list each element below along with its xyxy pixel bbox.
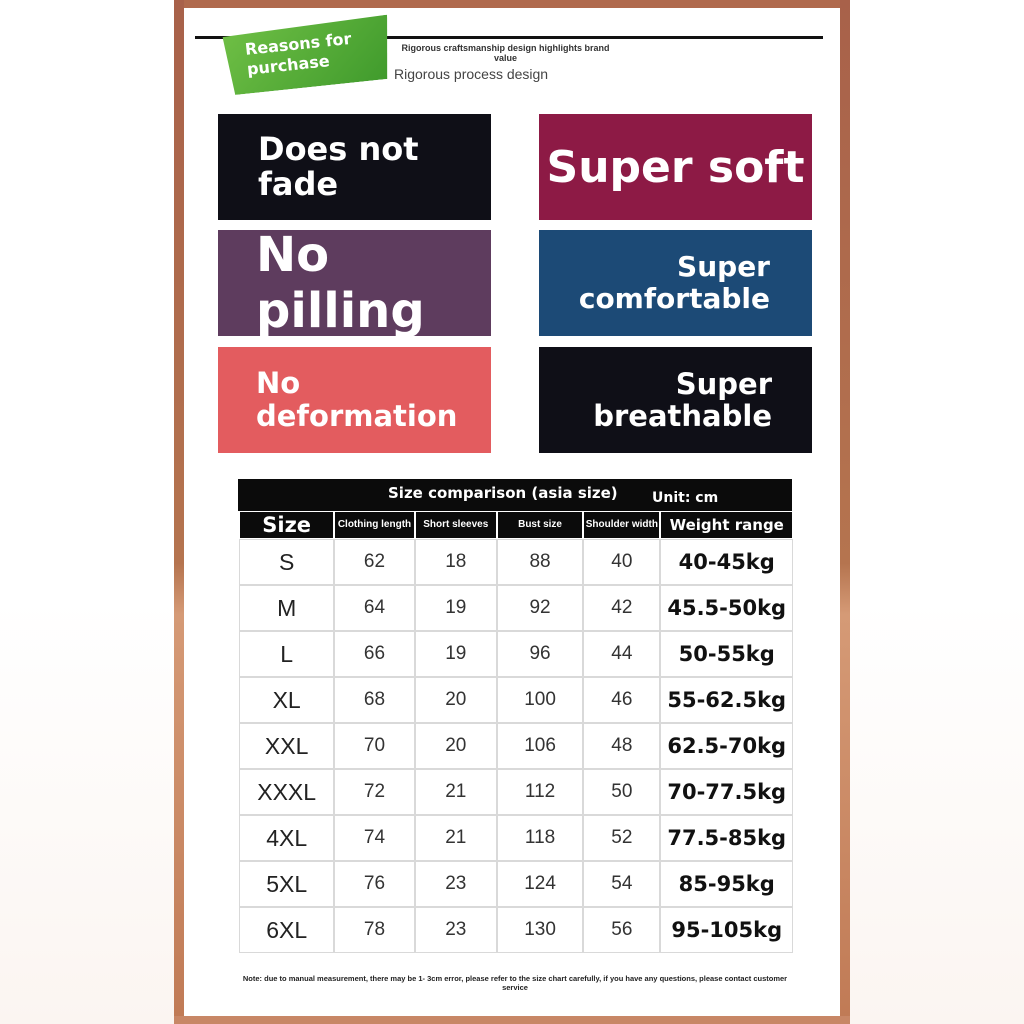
- cell-shoulder-width: 46: [584, 678, 659, 722]
- cell-size: XL: [240, 678, 333, 722]
- brand-tagline: Rigorous craftsmanship design highlights brand value: [401, 43, 610, 63]
- column-header-short-sleeves: Short sleeves: [416, 512, 496, 538]
- cell-bust-size: 124: [498, 862, 582, 906]
- cell-short-sleeves: 21: [416, 770, 496, 814]
- cell-bust-size: 118: [498, 816, 582, 860]
- cell-weight-range: 45.5-50kg: [661, 586, 792, 630]
- cell-size: 4XL: [240, 816, 333, 860]
- cell-bust-size: 130: [498, 908, 582, 952]
- cell-weight-range: 62.5-70kg: [661, 724, 792, 768]
- cell-bust-size: 96: [498, 632, 582, 676]
- side-shade-left: [0, 600, 174, 1024]
- cell-short-sleeves: 19: [416, 586, 496, 630]
- cell-weight-range: 77.5-85kg: [661, 816, 792, 860]
- size-chart-body: [240, 540, 792, 952]
- feature-tile-no-fade: [218, 114, 491, 220]
- feature-tile-no-pilling: [218, 227, 491, 339]
- table-row: [240, 540, 792, 584]
- feature-tile-super-breathable: [539, 347, 812, 453]
- cell-clothing-length: 70: [335, 724, 413, 768]
- cell-weight-range: 55-62.5kg: [661, 678, 792, 722]
- cell-clothing-length: 66: [335, 632, 413, 676]
- feature-label: Does not fade: [258, 130, 419, 203]
- size-chart-header: [238, 479, 792, 511]
- cell-shoulder-width: 44: [584, 632, 659, 676]
- cell-shoulder-width: 50: [584, 770, 659, 814]
- cell-clothing-length: 64: [335, 586, 413, 630]
- table-row: [240, 632, 792, 676]
- cell-weight-range: 95-105kg: [661, 908, 792, 952]
- feature-label: No pilling: [256, 227, 425, 339]
- cell-short-sleeves: 20: [416, 678, 496, 722]
- cell-weight-range: 40-45kg: [661, 540, 792, 584]
- cell-size: L: [240, 632, 333, 676]
- frame-right-edge: [840, 0, 850, 1024]
- cell-clothing-length: 62: [335, 540, 413, 584]
- cell-shoulder-width: 54: [584, 862, 659, 906]
- size-chart-unit: Unit: cm: [652, 490, 719, 506]
- cell-clothing-length: 72: [335, 770, 413, 814]
- feature-label: Super breathable: [593, 367, 772, 433]
- table-row: [240, 678, 792, 722]
- process-tagline: Rigorous process design: [394, 66, 549, 82]
- table-row: [240, 908, 792, 952]
- cell-weight-range: 70-77.5kg: [661, 770, 792, 814]
- cell-bust-size: 88: [498, 540, 582, 584]
- feature-tile-no-deformation: [218, 347, 491, 453]
- cell-shoulder-width: 40: [584, 540, 659, 584]
- table-row: [240, 816, 792, 860]
- cell-bust-size: 106: [498, 724, 582, 768]
- frame-bottom-edge: [174, 1016, 850, 1024]
- table-row: [240, 586, 792, 630]
- column-header-size: Size: [240, 512, 333, 538]
- size-chart-column-headers: [240, 512, 792, 538]
- cell-bust-size: 112: [498, 770, 582, 814]
- cell-size: 5XL: [240, 862, 333, 906]
- cell-short-sleeves: 23: [416, 908, 496, 952]
- cell-size: S: [240, 540, 333, 584]
- cell-shoulder-width: 52: [584, 816, 659, 860]
- cell-shoulder-width: 42: [584, 586, 659, 630]
- cell-weight-range: 85-95kg: [661, 862, 792, 906]
- column-header-bust-size: Bust size: [498, 512, 582, 538]
- cell-shoulder-width: 48: [584, 724, 659, 768]
- feature-tile-super-soft: [539, 114, 812, 220]
- cell-size: XXL: [240, 724, 333, 768]
- cell-clothing-length: 74: [335, 816, 413, 860]
- cell-clothing-length: 78: [335, 908, 413, 952]
- cell-short-sleeves: 21: [416, 816, 496, 860]
- frame-left-edge: [174, 0, 184, 1024]
- table-row: [240, 862, 792, 906]
- size-chart-table: [238, 510, 794, 954]
- cell-weight-range: 50-55kg: [661, 632, 792, 676]
- measurement-note: Note: due to manual measurement, there may be 1- 3cm error, please refer to the size chart carefully, if you have any questions, please contact customer service: [242, 974, 788, 992]
- table-row: [240, 770, 792, 814]
- feature-label: No deformation: [256, 366, 458, 433]
- cell-shoulder-width: 56: [584, 908, 659, 952]
- size-chart-title: Size comparison (asia size): [388, 484, 618, 502]
- column-header-shoulder-width: Shoulder width: [584, 512, 659, 538]
- feature-label: Super comfortable: [578, 250, 770, 315]
- cell-short-sleeves: 19: [416, 632, 496, 676]
- cell-bust-size: 92: [498, 586, 582, 630]
- column-header-clothing-length: Clothing length: [335, 512, 413, 538]
- table-row: [240, 724, 792, 768]
- cell-clothing-length: 76: [335, 862, 413, 906]
- feature-tile-super-comfortable: [539, 230, 812, 336]
- cell-short-sleeves: 23: [416, 862, 496, 906]
- frame-top-edge: [174, 0, 850, 8]
- cell-size: XXXL: [240, 770, 333, 814]
- reasons-badge-label: Reasons for purchase: [244, 28, 353, 79]
- cell-bust-size: 100: [498, 678, 582, 722]
- side-shade-right: [850, 600, 1024, 1024]
- cell-clothing-length: 68: [335, 678, 413, 722]
- cell-short-sleeves: 20: [416, 724, 496, 768]
- feature-label: Super soft: [546, 141, 805, 193]
- column-header-weight-range: Weight range: [661, 512, 792, 538]
- cell-size: 6XL: [240, 908, 333, 952]
- cell-size: M: [240, 586, 333, 630]
- cell-short-sleeves: 18: [416, 540, 496, 584]
